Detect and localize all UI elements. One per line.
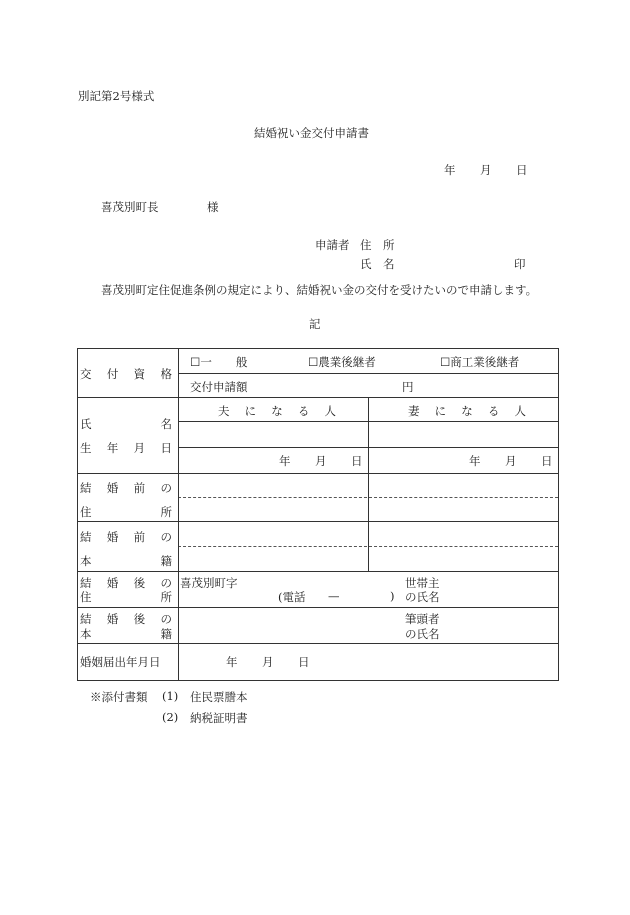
seal-label: 印 xyxy=(514,257,526,271)
husband-birth-month: 月 xyxy=(315,454,327,468)
col-divider xyxy=(368,397,369,571)
general-checkbox-label: 般 xyxy=(236,355,248,369)
date-year-label: 年 xyxy=(444,163,456,177)
date-month-label: 月 xyxy=(480,163,492,177)
row-divider xyxy=(78,473,558,474)
application-form-table xyxy=(77,348,559,681)
post-marriage-address-label: 結 婚 後 の xyxy=(80,576,172,590)
commerce-successor-checkbox[interactable]: ☐商工業後継者 xyxy=(440,355,520,369)
attachment-1-number: (1) xyxy=(162,689,179,703)
amount-unit: 円 xyxy=(402,380,414,394)
phone-open: (電話 xyxy=(278,590,306,604)
marriage-date-month: 月 xyxy=(262,655,274,669)
row-divider xyxy=(78,607,558,608)
post-marriage-domicile-label: 結 婚 後 の xyxy=(80,612,172,626)
pre-marriage-address-label-2: 住 所 xyxy=(80,505,172,519)
post-marriage-address-label-2: 住 所 xyxy=(80,590,172,604)
pre-marriage-address-label: 結 婚 前 の xyxy=(80,481,172,495)
ki-label: 記 xyxy=(309,317,321,331)
date-day-label: 日 xyxy=(516,163,528,177)
family-head-label-2: の氏名 xyxy=(405,627,440,641)
householder-label-2: の氏名 xyxy=(405,590,440,604)
addressee-honorific: 様 xyxy=(207,200,219,214)
attachment-2-number: (2) xyxy=(162,710,179,724)
wife-header: 妻 に な る 人 xyxy=(408,404,526,418)
husband-birth-year: 年 xyxy=(279,454,291,468)
amount-label: 交付申請額 xyxy=(190,380,248,394)
row-divider xyxy=(78,521,558,522)
row-divider xyxy=(78,643,558,644)
applicant-address-label: 住 所 xyxy=(360,238,395,252)
birthdate-label: 生 年 月 日 xyxy=(80,441,172,455)
attachment-2-text: 納税証明書 xyxy=(190,711,248,725)
marriage-date-label: 婚姻届出年月日 xyxy=(80,655,161,669)
marriage-date-day: 日 xyxy=(298,655,310,669)
phone-close: ) xyxy=(390,589,395,603)
husband-birth-day: 日 xyxy=(351,454,363,468)
pre-marriage-domicile-label: 結 婚 前 の xyxy=(80,530,172,544)
qualification-label: 交 付 資 格 xyxy=(80,367,172,381)
addressee: 喜茂別町長 xyxy=(101,200,159,214)
agriculture-successor-checkbox[interactable]: ☐農業後継者 xyxy=(308,355,376,369)
family-head-label-1: 筆頭者 xyxy=(405,612,440,626)
wife-birth-year: 年 xyxy=(469,454,481,468)
town-prefix: 喜茂別町字 xyxy=(180,576,238,590)
general-checkbox[interactable]: ☐一 xyxy=(190,355,212,369)
attachment-1-text: 住民票謄本 xyxy=(190,690,248,704)
document-title: 結婚祝い金交付申請書 xyxy=(254,126,369,140)
husband-header: 夫 に な る 人 xyxy=(218,404,336,418)
form-number: 別記第2号様式 xyxy=(78,89,155,103)
marriage-date-year: 年 xyxy=(226,655,238,669)
post-marriage-domicile-label-2: 本 籍 xyxy=(80,627,172,641)
name-label: 氏 名 xyxy=(80,417,172,431)
applicant-label: 申請者 xyxy=(315,238,350,252)
wife-birth-day: 日 xyxy=(541,454,553,468)
row-divider xyxy=(178,373,558,374)
phone-dash: — xyxy=(328,589,340,603)
row-divider xyxy=(78,571,558,572)
col-divider xyxy=(178,349,179,680)
wife-birth-month: 月 xyxy=(505,454,517,468)
attachments-label: ※添付書類 xyxy=(90,690,148,704)
householder-label-1: 世帯主 xyxy=(405,576,440,590)
row-divider xyxy=(78,397,558,398)
applicant-name-label: 氏 名 xyxy=(360,257,395,271)
pre-marriage-domicile-label-2: 本 籍 xyxy=(80,554,172,568)
body-text: 喜茂別町定住促進条例の規定により、結婚祝い金の交付を受けたいので申請します。 xyxy=(101,283,538,297)
